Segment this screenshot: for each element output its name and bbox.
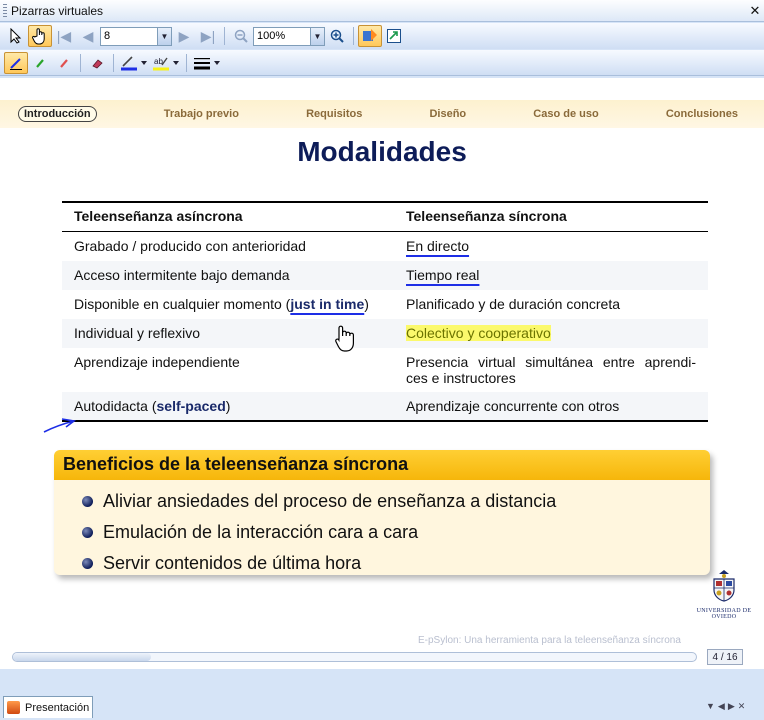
eraser-icon[interactable] <box>85 52 109 74</box>
annotated-text: En directo <box>406 238 470 254</box>
first-page-icon[interactable]: |◀ <box>56 27 72 44</box>
table-row <box>62 232 708 261</box>
list-item <box>82 486 710 517</box>
slide-top-margin <box>0 78 764 100</box>
table-header-row <box>62 202 708 232</box>
svg-text:ab: ab <box>154 56 163 66</box>
university-crest-icon <box>707 568 741 602</box>
cell-right: Presencia virtual simultánea entre aprendi- ces e instructores <box>406 353 696 386</box>
nav-item-conclusiones[interactable]: Conclusiones <box>665 108 738 120</box>
table-row <box>62 348 708 392</box>
scrollbar-thumb[interactable] <box>13 653 151 661</box>
highlight-color-icon[interactable] <box>150 52 182 74</box>
toolbar-divider <box>224 27 225 45</box>
cell-right <box>394 261 708 290</box>
cell-left: Grabado / producido con anterioridad <box>74 238 306 254</box>
nav-item-caso-de-uso[interactable]: Caso de uso <box>533 108 599 120</box>
annotated-text: Tiempo real <box>406 266 480 283</box>
header-asincrona: Teleenseñanza asíncrona <box>62 202 394 232</box>
cell-text: Disponible en cualquier momento ( <box>74 295 291 312</box>
zoom-out-icon[interactable] <box>229 25 253 47</box>
slide-viewport[interactable] <box>0 78 764 645</box>
line-width-icon[interactable] <box>191 52 223 74</box>
slide-title: Modalidades <box>297 136 467 167</box>
cell-right: Planificado y de duración concreta <box>406 295 621 312</box>
navigation-toolbar <box>0 23 764 49</box>
section-navbar <box>0 100 764 128</box>
toolbar-divider <box>80 54 81 72</box>
page-counter: 4 / 16 <box>707 649 743 665</box>
page-number-combo[interactable] <box>100 27 172 46</box>
cell-left <box>62 290 394 319</box>
scroll-row <box>0 645 764 669</box>
highlighted-text: Colectivo y cooperativo <box>406 324 551 341</box>
cell-left: Acceso intermitente bajo demanda <box>62 261 394 290</box>
last-page-icon[interactable]: ▶| <box>200 27 216 44</box>
hand-pointer-icon[interactable] <box>28 25 52 47</box>
page-number-value[interactable]: 8 <box>104 29 111 42</box>
pen-icon[interactable] <box>4 52 28 74</box>
arrow-pointer-icon[interactable] <box>4 25 28 47</box>
toolbar-divider <box>113 54 114 72</box>
tab-navigation-arrows[interactable]: ▼◀▶✕ <box>706 701 749 711</box>
benefits-title: Beneficios de la teleenseñanza síncrona <box>54 450 710 480</box>
emphasis-text: self-paced <box>156 397 226 414</box>
list-item-text: Aliviar ansiedades del proceso de enseñanza a distancia <box>103 491 557 511</box>
list-item-text: Emulación de la interacción cara a cara <box>103 522 419 542</box>
bottom-tab-bar <box>0 669 764 720</box>
table-row <box>62 319 708 348</box>
logo-text: UNIVERSIDAD DE OVIEDO <box>696 608 752 620</box>
emphasis-text: just in time <box>290 295 365 312</box>
table-row <box>62 392 708 421</box>
close-button[interactable]: ✕ <box>749 2 761 18</box>
slide-footer: E-pSylon: Una herramienta para la teleenseñanza síncrona <box>418 635 681 645</box>
previous-page-icon[interactable]: ◀ <box>82 27 94 44</box>
horizontal-scrollbar[interactable] <box>12 652 697 662</box>
modalities-table <box>62 201 708 422</box>
zoom-in-icon[interactable] <box>325 25 349 47</box>
nav-item-introduccion[interactable]: Introducción <box>18 106 97 122</box>
cell-text: Autodidacta ( <box>74 397 157 414</box>
tab-presentacion[interactable] <box>3 696 93 718</box>
bullet-icon <box>82 558 93 569</box>
next-page-icon[interactable]: ▶ <box>178 27 190 44</box>
annotation-toolbar <box>0 50 764 76</box>
cell-right: Aprendizaje concurrente con otros <box>394 392 708 421</box>
cell-text: ) <box>364 295 369 312</box>
toolbar-divider <box>353 27 354 45</box>
benefits-list <box>54 480 710 579</box>
cell-right <box>394 232 708 261</box>
red-marker-icon[interactable] <box>52 52 76 74</box>
sync-icon[interactable] <box>358 25 382 47</box>
grip-icon[interactable] <box>3 4 7 18</box>
nav-item-trabajo-previo[interactable]: Trabajo previo <box>163 108 239 120</box>
pen-color-icon[interactable] <box>118 52 150 74</box>
toolbar-divider <box>186 54 187 72</box>
chevron-down-icon[interactable]: ▼ <box>310 28 324 45</box>
cell-left: Aprendizaje independiente <box>74 353 240 370</box>
cell-left <box>62 392 394 421</box>
table-row <box>62 290 708 319</box>
presentation-icon <box>7 701 20 714</box>
window-titlebar <box>0 0 764 22</box>
tab-label: Presentación <box>25 701 90 714</box>
list-item <box>82 548 710 579</box>
cell-right <box>394 319 708 348</box>
header-sincrona: Teleenseñanza síncrona <box>394 202 708 232</box>
list-item <box>82 517 710 548</box>
cell-left: Individual y reflexivo <box>62 319 394 348</box>
zoom-combo[interactable] <box>253 27 325 46</box>
nav-item-requisitos[interactable]: Requisitos <box>306 108 363 120</box>
window-title: Pizarras virtuales <box>11 3 104 18</box>
cell-text: ) <box>225 397 231 414</box>
green-marker-icon[interactable] <box>28 52 52 74</box>
benefits-block <box>54 450 710 575</box>
bullet-icon <box>82 527 93 538</box>
university-logo <box>690 568 758 620</box>
pen-arrow-annotation <box>42 416 82 436</box>
fit-window-icon[interactable] <box>382 25 406 47</box>
chevron-down-icon[interactable]: ▼ <box>157 28 171 45</box>
nav-item-diseno[interactable]: Diseño <box>429 108 467 120</box>
hand-cursor-icon <box>332 324 358 354</box>
zoom-value[interactable]: 100% <box>257 29 286 42</box>
list-item-text: Servir contenidos de última hora <box>103 553 362 573</box>
bullet-icon <box>82 496 93 507</box>
table-row <box>62 261 708 290</box>
